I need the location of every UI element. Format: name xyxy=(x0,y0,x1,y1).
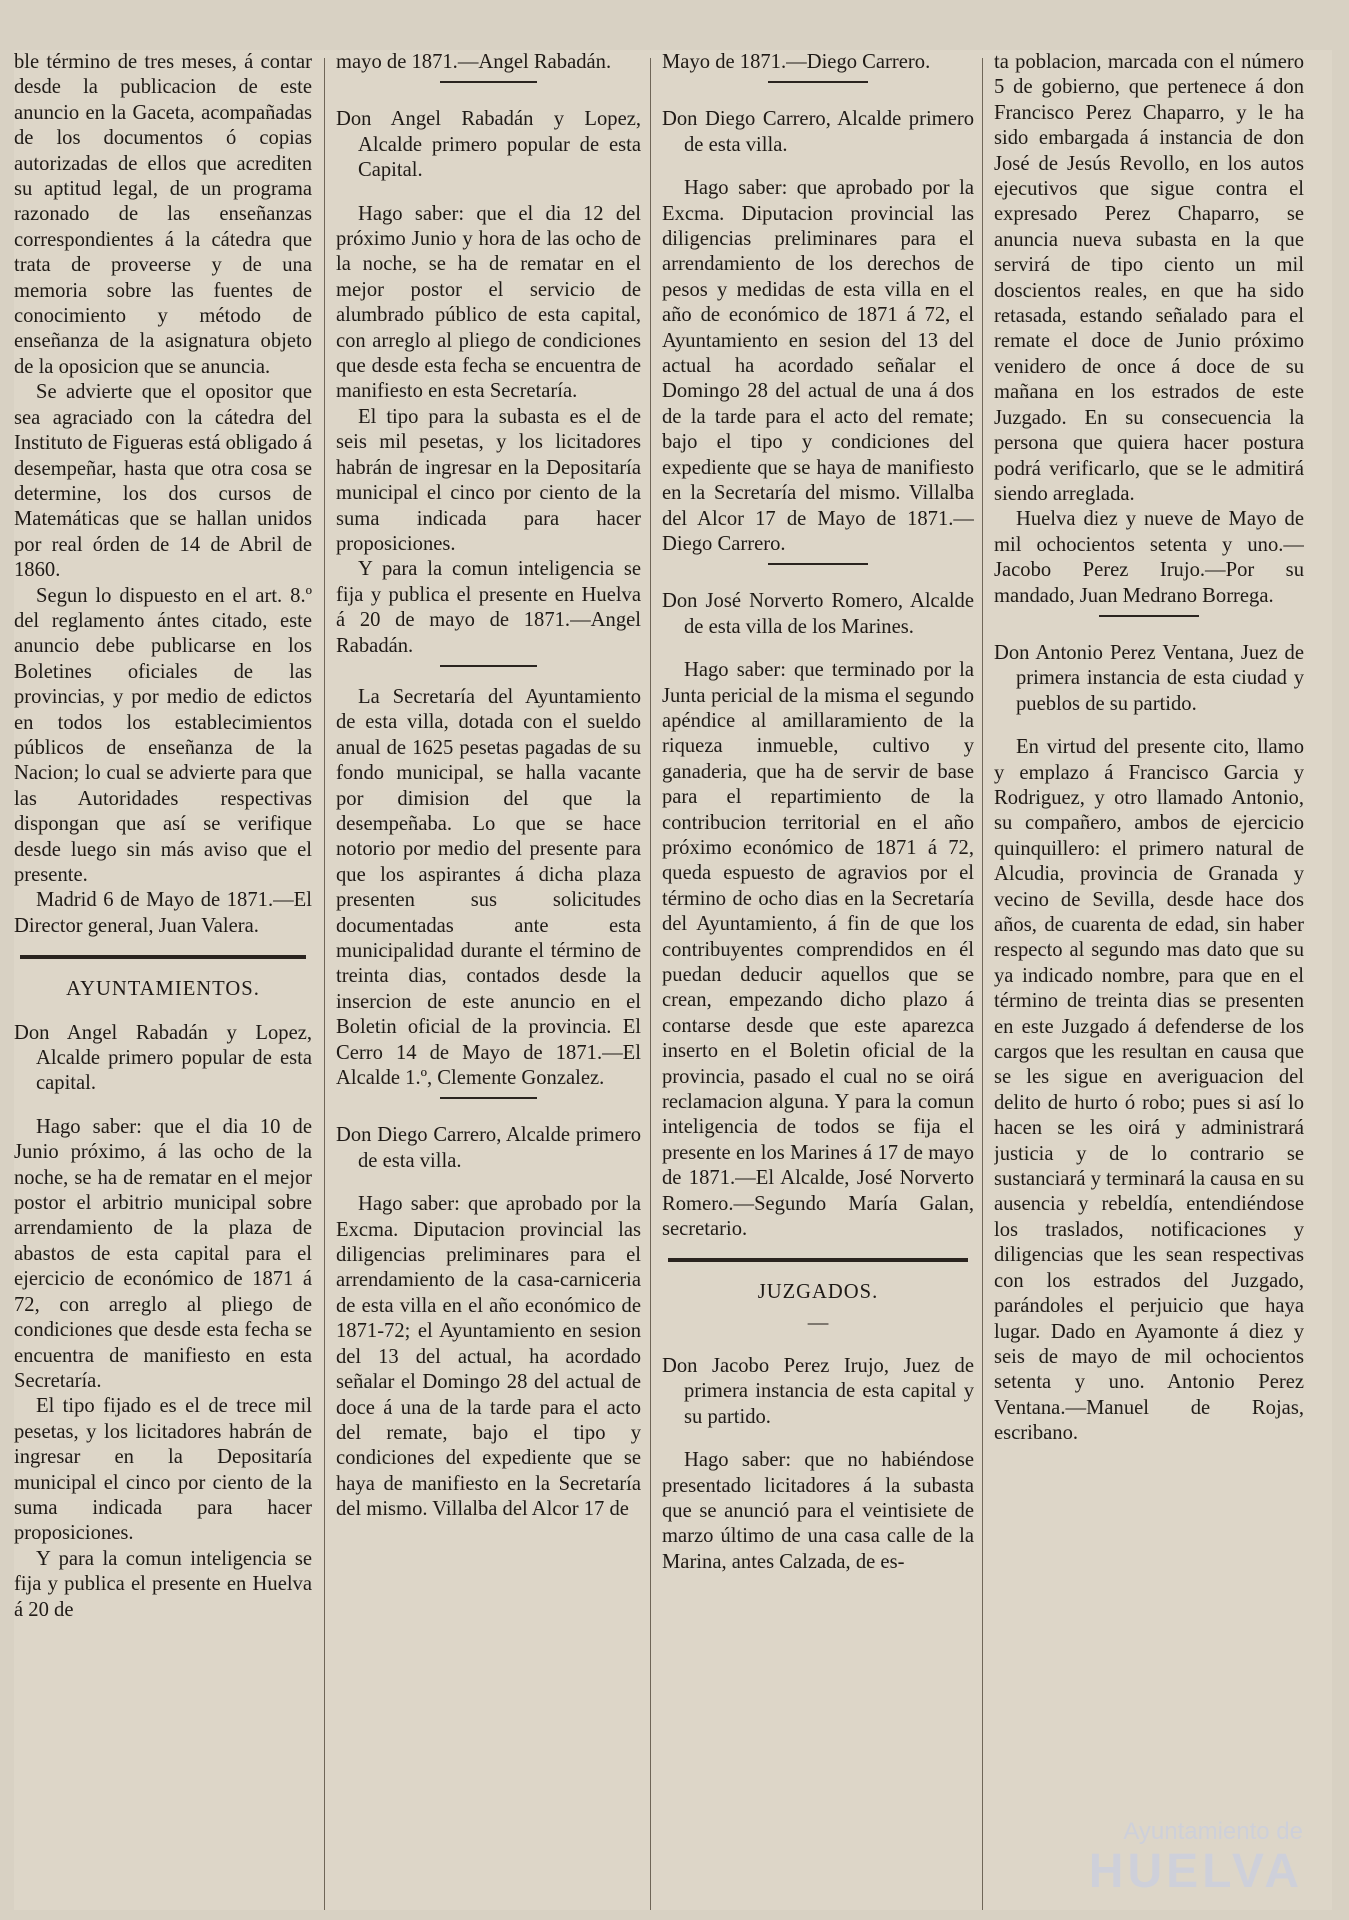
watermark-title: HUELVA xyxy=(1088,1845,1303,1898)
paragraph: Hago saber: que el dia 12 del próximo Junio y hora de las ocho de la noche, se ha de rematar en el mejor postor el servicio de alumbrado público de esta capital, con arreglo al pliego de condiciones que desde esta fecha se encuentra de manifiesto en esta Secretaría. xyxy=(336,202,641,403)
notice-heading: Don Diego Carrero, Alcalde primero de esta villa. xyxy=(662,108,974,156)
signature-line: Huelva diez y nueve de Mayo de mil ochocientos setenta y uno.—Jacobo Perez Irujo.—Por su mandado, Juan Medrano Borrega. xyxy=(994,508,1304,607)
column-2 xyxy=(336,50,641,1910)
notice-heading: Don Antonio Perez Ventana, Juez de primera instancia de esta ciudad y pueblos de su partido. xyxy=(994,641,1304,715)
notice-heading: Don Jacobo Perez Irujo, Juez de primera instancia de esta capital y su partido. xyxy=(662,1354,974,1428)
paragraph: ta poblacion, marcada con el número 5 de gobierno, que pertenece á don Francisco Perez Chaparro, y le ha sido embargada á instancia de don José de Jesús Revollo, en los autos ejecutivos que sigue contra el expresado Perez Chaparro, se anuncia nueva subasta en la que servirá de tipo ciento un mil doscientos reales, en que ha sido retasada, estando señalado para el remate el doce de Junio próximo venidero de once á doce de su mañana en los estrados de este Juzgado. En su consecuencia la persona que quiera hacer postura podrá verificarlo, que se le admitirá siendo arreglada. xyxy=(994,51,1304,505)
notice-separator xyxy=(336,659,641,673)
paragraph: Y para la comun inteligencia se fija y publica el presente en Huelva á 20 de xyxy=(14,1547,312,1621)
signature-line: Mayo de 1871.—Diego Carrero. xyxy=(662,51,931,73)
section-heading-ayuntamientos: AYUNTAMIENTOS. xyxy=(66,978,260,1001)
notice-heading: Don Diego Carrero, Alcalde primero de esta villa. xyxy=(336,1124,641,1172)
newspaper-page xyxy=(14,50,1332,1910)
notice-separator xyxy=(662,557,974,571)
paragraph: Segun lo dispuesto en el art. 8.º del reglamento ántes citado, este anuncio debe publicarse en los Boletines oficiales de las provincias, y por medio de edictos en todos los establecimientos públicos de enseñanza de la Nacion; lo cual se advierte para que las Autoridades respectivas dispongan que así se verifique desde luego sin más aviso que el presente. xyxy=(14,584,312,886)
archive-watermark xyxy=(1003,1818,1303,1898)
column-4 xyxy=(994,50,1304,1910)
notice-heading: Don Angel Rabadán y Lopez, Alcalde primero popular de esta capital. xyxy=(14,1021,312,1095)
paragraph: Hago saber: que aprobado por la Excma. Diputacion provincial las diligencias preliminares para el arrendamiento de los derechos de pesos y medidas de esta villa en el año de económico de 1871 á 72, el Ayuntamiento en sesion del 13 del actual ha acordado señalar el Domingo 28 del actual de una á dos de la tarde para el acto del remate; bajo el tipo y condiciones del expediente que se haya de manifiesto en la Secretaría del mismo. Villalba del Alcor 17 de Mayo de 1871.—Diego Carrero. xyxy=(662,177,974,555)
paragraph: Hago saber: que no habiéndose presentado licitadores á la subasta que se anunció para el veintisiete de marzo último de una casa calle de la Marina, antes Calzada, de es- xyxy=(662,1449,974,1573)
paragraph: Hago saber: que terminado por la Junta pericial de la misma el segundo apéndice al amillaramiento de la riqueza inmueble, cultivo y ganaderia, que ha de servir de base para el repartimiento de la contribucion territorial en el año próximo económico de 1871 á 72, queda espuesto de agravios por el término de ocho dias en la Secretaría del Ayuntamiento, á fin de que los contribuyentes comprendidos en él puedan deducir aquellos que se crean, empezando dicho plazo á contarse desde que este aparezca inserto en el Boletin oficial de la provincia, pasado el cual no se oirá reclamacion alguna. Y para la comun inteligencia de todos se fija el presente en los Marines á 17 de mayo de 1871.—El Alcalde, José Norverto Romero.—Segundo María Galan, secretario. xyxy=(662,659,974,1241)
notice-separator xyxy=(994,609,1304,623)
column-3 xyxy=(662,50,974,1910)
short-dash: — xyxy=(807,1311,829,1334)
paragraph: La Secretaría del Ayuntamiento de esta villa, dotada con el sueldo anual de 1625 pesetas pagadas de su fondo municipal, se halla vacante por dimision del que la desempeñaba. Lo que se hace notorio por medio del presente para que los aspirantes á dicha plaza presenten sus solicitudes documentadas ante esta municipalidad durante el término de treinta dias, contados desde la insercion de este anuncio en el Boletin oficial de la provincia. El Cerro 14 de Mayo de 1871.—El Alcalde 1.º, Clemente Gonzalez. xyxy=(336,685,641,1090)
column-1 xyxy=(14,50,312,1910)
signature-line: Madrid 6 de Mayo de 1871.—El Director general, Juan Valera. xyxy=(14,889,312,937)
paragraph: Se advierte que el opositor que sea agraciado con la cátedra del Instituto de Figueras está obligado á desempeñar, hasta que otra cosa se determine, los dos cursos de Matemáticas que se hallan unidos por real órden de 14 de Abril de 1860. xyxy=(14,381,312,582)
notice-heading: Don José Norverto Romero, Alcalde de esta villa de los Marines. xyxy=(662,590,974,638)
section-heading-juzgados: JUZGADOS. xyxy=(757,1281,879,1304)
notice-heading: Don Angel Rabadán y Lopez, Alcalde primero popular de esta Capital. xyxy=(336,108,641,182)
column-rule xyxy=(650,58,651,1910)
paragraph: Hago saber: que aprobado por la Excma. Diputacion provincial las diligencias preliminares para el arrendamiento de la casa-carniceria de esta villa en el año económico de 1871-72; el Ayuntamiento en sesion del 13 del actual, ha acordado señalar el Domingo 28 del actual de doce á una de la tarde para el acto del remate, bajo el tipo y condiciones del expediente que se haya de manifiesto en la Secretaría del mismo. Villalba del Alcor 17 de xyxy=(336,1193,641,1521)
section-divider xyxy=(20,955,306,959)
paragraph: ble término de tres meses, á contar desde la publicacion de este anuncio en la Gaceta, acompañadas de los documentos ó copias autorizadas de ellos que acrediten su aptitud legal, de un programa razonado de las enseñanzas correspondientes á la cátedra que trata de proveerse y de una memoria sobre las fuentes de conocimiento y método de enseñanza de la asignatura objeto de la oposicion que se anuncia. xyxy=(14,51,312,378)
notice-separator xyxy=(336,1091,641,1105)
paragraph: Y para la comun inteligencia se fija y publica el presente en Huelva á 20 de mayo de 1871.—Angel Rabadán. xyxy=(336,558,641,657)
paragraph: Hago saber: que el dia 10 de Junio próximo, á las ocho de la noche, se ha de rematar en el mejor postor el arbitrio municipal sobre arrendamiento de la plaza de abastos de esta capital para el ejercicio de económico de 1871 á 72, con arreglo al pliego de condiciones que desde esta fecha se encuentra de manifiesto en esta Secretaría. xyxy=(14,1115,312,1392)
column-rule xyxy=(982,58,983,1910)
signature-line: mayo de 1871.—Angel Rabadán. xyxy=(336,51,612,73)
section-divider xyxy=(668,1258,968,1262)
notice-separator xyxy=(662,75,974,89)
column-rule xyxy=(324,58,325,1910)
paragraph: El tipo para la subasta es el de seis mil pesetas, y los licitadores habrán de ingresar en la Depositaría municipal el cinco por ciento de la suma indicada para hacer proposiciones. xyxy=(336,405,641,555)
watermark-line: Ayuntamiento de xyxy=(1123,1818,1303,1845)
paragraph: El tipo fijado es el de trece mil pesetas, y los licitadores habrán de ingresar en la Depositaría municipal el cinco por ciento de la suma indicada para hacer proposiciones. xyxy=(14,1395,312,1545)
notice-separator xyxy=(336,75,641,89)
paragraph: En virtud del presente cito, llamo y emplazo á Francisco Garcia y Rodriguez, y otro llamado Antonio, su compañero, ambos de ejercicio quinquillero: el primero natural de Alcudia, provincia de Granada y vecino de Sevilla, desde hace dos años, de cuarenta de edad, sin haber respecto al segundo mas dato que su ya indicado nombre, para que en el término de treinta dias se presenten en este Juzgado á defenderse de los cargos que les resultan en causa que se les sigue en averiguacion del delito de hurto ó robo; pues si así lo hacen se les oirá y administrará justicia y de lo contrario se sustanciará y terminará la causa en su ausencia y rebeldía, entendiéndose los traslados, notificaciones y diligencias que les sean respectivas con los estrados del Juzgado, parándoles el perjuicio que haya lugar. Dado en Ayamonte á diez y seis de mayo de mil ochocientos setenta y uno. Antonio Perez Ventana.—Manuel de Rojas, escribano. xyxy=(994,736,1304,1445)
